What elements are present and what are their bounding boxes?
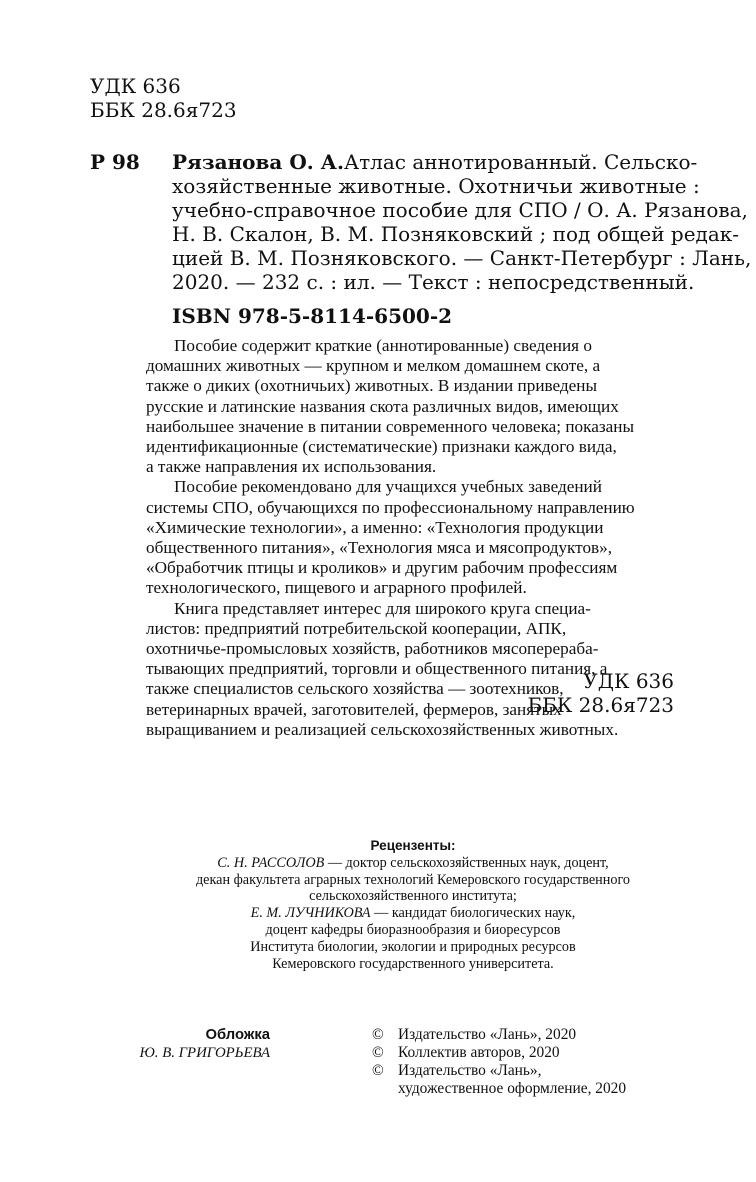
reviewer-1-affiliation: декан факультета аграрных технологий Кемеровского государственного <box>195 871 631 888</box>
reviewers-heading: Рецензенты: <box>370 838 456 853</box>
annotation-line: Пособие рекомендовано для учащихся учебных заведений <box>174 477 602 497</box>
reviewer-1-name: С. Н. РАССОЛОВ <box>217 854 325 871</box>
annotation-line: также о диких (охотничьих) животных. В издании приведены <box>146 376 598 396</box>
author-sign: Р 98 <box>90 150 140 174</box>
reviewer-1 <box>130 855 696 872</box>
reviewer-2-affiliation: Института биологии, экологии и природных ресурсов <box>250 938 576 955</box>
annotation-line: выращиванием и реализацией сельскохозяйственных животных. <box>146 719 619 739</box>
cover-credit <box>140 1026 270 1062</box>
annotation-line: общественного питания», «Технология мяса и мясопродуктов», <box>146 538 613 558</box>
udk-bbk-footer <box>527 669 674 717</box>
bib-line: 2020. — 232 с. : ил. — Текст : непосредственный. <box>172 270 695 294</box>
copyright-icon: © <box>372 1044 384 1061</box>
annotation-line: наибольшее значение в питании современного человека; показаны <box>146 416 635 436</box>
annotation-line: идентификационные (систематические) признаки каждого вида, <box>146 437 617 457</box>
bib-line <box>172 150 698 174</box>
cover-heading: Обложка <box>205 1027 270 1043</box>
annotation-line: технологического, пищевого и аграрного профилей. <box>146 578 527 598</box>
copyright-text: Издательство «Лань», 2020 <box>398 1026 577 1043</box>
annotation-line: а также направления их использования. <box>146 457 437 477</box>
bib-line: учебно-справочное пособие для СПО / О. А. Рязанова, <box>172 198 748 222</box>
copyright-line <box>372 1026 626 1044</box>
copyright-icon: © <box>372 1062 384 1079</box>
bib-author: Рязанова О. А. <box>172 150 344 174</box>
reviewer-2 <box>130 905 696 922</box>
copyright-line <box>372 1044 626 1062</box>
annotation-line: ветеринарных врачей, заготовителей, фермеров, занятых <box>146 699 562 719</box>
annotation-line: домашних животных — крупном и мелком домашнем скоте, а <box>146 356 601 376</box>
copyright-line <box>372 1062 626 1080</box>
copyright-text-continued: художественное оформление, 2020 <box>398 1080 627 1097</box>
copyright-text: Издательство «Лань», <box>398 1062 542 1079</box>
reviewer-2-name: Е. М. ЛУЧНИКОВА <box>250 905 371 922</box>
reviewer-1-affiliation: сельскохозяйственного института; <box>309 888 517 905</box>
bib-line-text: Атлас аннотированный. Сельско- <box>343 150 698 174</box>
annotation-line: листов: предприятий потребительской кооперации, АПК, <box>146 618 567 638</box>
reviewer-1-title: — доктор сельскохозяйственных наук, доцент, <box>324 854 609 871</box>
isbn: ISBN 978-5-8114-6500-2 <box>172 304 453 328</box>
reviewers-block <box>130 838 696 972</box>
annotation-line: Пособие содержит краткие (аннотированные) сведения о <box>174 336 592 355</box>
bbk-code: ББК 28.6я723 <box>90 98 237 122</box>
annotation-line: тывающих предприятий, торговли и общественного питания, а <box>146 659 608 679</box>
reviewer-2-affiliation: Кемеровского государственного университета. <box>272 955 554 972</box>
reviewer-2-affiliation: доцент кафедры биоразнообразия и биоресурсов <box>265 921 561 938</box>
udk-bbk-header <box>90 74 237 122</box>
udk-code: УДК 636 <box>90 74 181 98</box>
udk-code: УДК 636 <box>583 669 674 693</box>
copyright-block <box>372 1026 626 1098</box>
bib-line: хозяйственные животные. Охотничьи животные : <box>172 174 700 198</box>
annotation-line: также специалистов сельского хозяйства — зоотехников, <box>146 679 564 699</box>
annotation-line: «Химические технологии», а именно: «Технология продукции <box>146 517 604 537</box>
cover-artist: Ю. В. ГРИГОРЬЕВА <box>139 1045 270 1061</box>
bib-line: Н. В. Скалон, В. М. Позняковский ; под общей редак- <box>172 222 740 246</box>
annotation-line: системы СПО, обучающихся по профессиональному направлению <box>146 497 635 517</box>
annotation-line: русские и латинские названия скота различных видов, имеющих <box>146 396 619 416</box>
annotation-line: Книга представляет интерес для широкого круга специа- <box>174 598 591 618</box>
copyright-icon: © <box>372 1026 384 1043</box>
copyright-text: Коллектив авторов, 2020 <box>398 1044 560 1061</box>
bib-line: цией В. М. Позняковского. — Санкт-Петербург : Лань, <box>172 246 752 270</box>
bbk-code: ББК 28.6я723 <box>527 693 674 717</box>
reviewer-2-title: — кандидат биологических наук, <box>370 905 576 922</box>
annotation-line: «Обработчик птицы и кроликов» и другим рабочим профессиям <box>146 558 618 578</box>
annotation-line: охотничье-промысловых хозяйств, работников мясоперераба- <box>146 639 599 659</box>
bibliographic-record <box>172 150 752 294</box>
